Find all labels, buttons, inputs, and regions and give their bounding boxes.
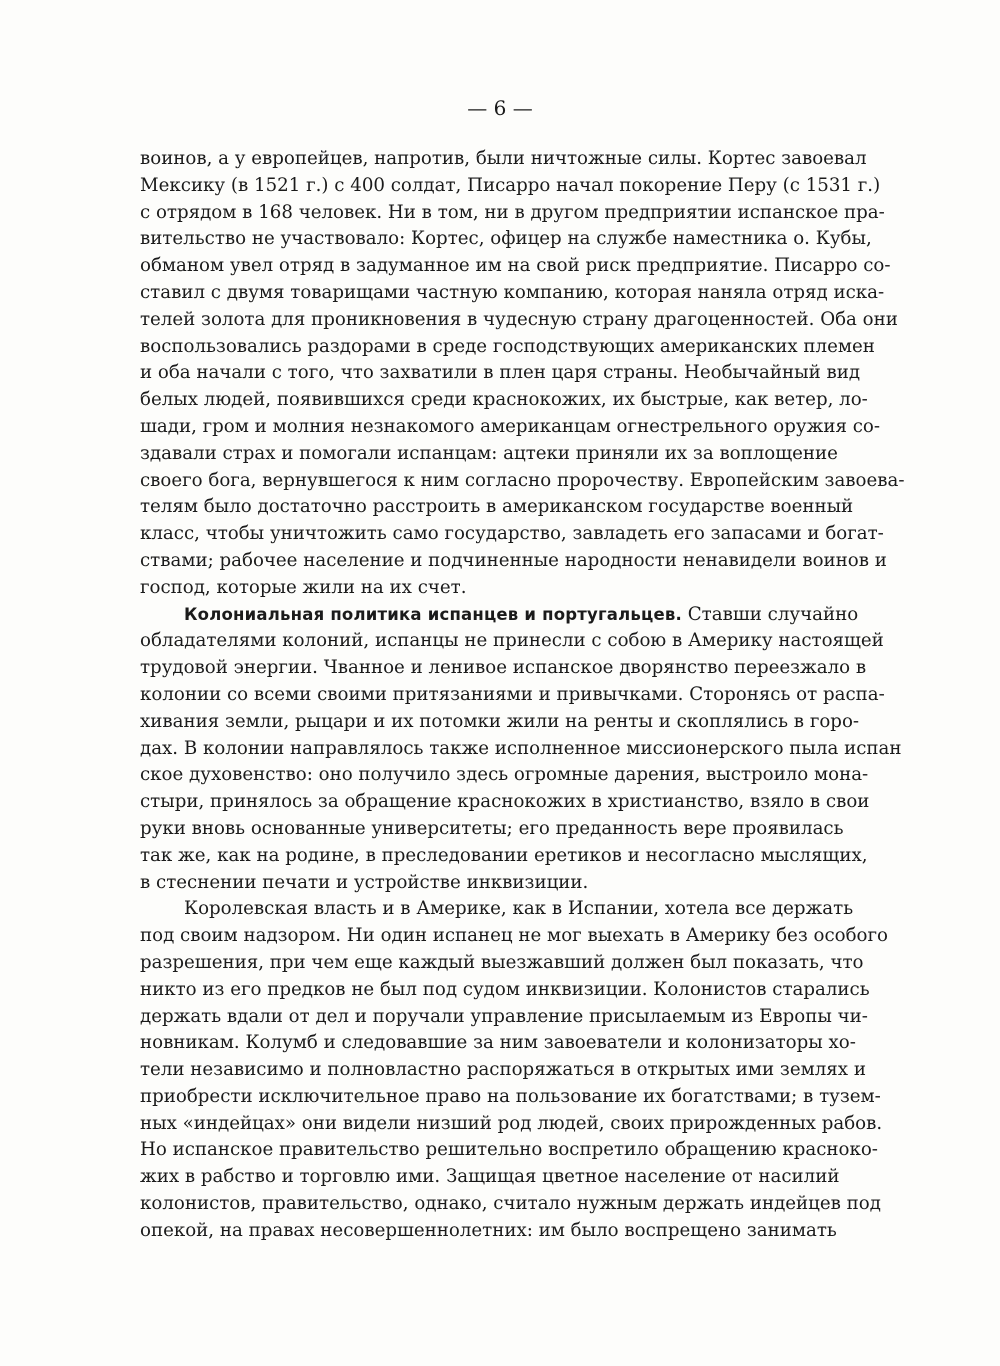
text-line: обманом увел отряд в задуманное им на свой риск предприятие. Писарро со- [140, 255, 891, 277]
text-line: ных «индейцах» они видели низший род людей, своих прирожденных рабов. [140, 1112, 883, 1134]
text-line: Но испанское правительство решительно воспретило обращению красноко- [140, 1139, 878, 1161]
text-line: новникам. Колумб и следовавшие за ним завоеватели и колонизаторы хо- [140, 1032, 856, 1054]
text-line: своего бога, вернувшегося к ним согласно пророчеству. Европейским завоева- [140, 469, 905, 491]
text-line: шади, гром и молния незнакомого американцам огнестрельного оружия со- [140, 415, 880, 437]
paragraph-3 [140, 896, 888, 1244]
paragraph-1 [140, 146, 905, 602]
text-line: с отрядом в 168 человек. Ни в том, ни в другом предприятии испанское пра- [140, 201, 885, 223]
text-line: руки вновь основанные университеты; его преданность вере проявилась [140, 817, 844, 839]
text-line: колонии со всеми своими притязаниями и привычками. Сторонясь от распа- [140, 683, 885, 705]
text-line: и оба начали с того, что захватили в плен царя страны. Необычайный вид [140, 362, 861, 384]
section-heading: Колониальная политика испанцев и португальцев. [184, 604, 682, 624]
text-line: так же, как на родине, в преследовании еретиков и несогласно мыслящих, [140, 844, 868, 866]
text-line: воинов, а у европейцев, напротив, были ничтожные силы. Кортес завоевал [140, 148, 867, 169]
text-line: держать вдали от дел и поручали управление присылаемым из Европы чи- [140, 1005, 868, 1027]
text-line: телям было достаточно расстроить в американском государстве военный [140, 496, 854, 518]
text-line: Королевская власть и в Америке, как в Испании, хотела все держать [184, 898, 854, 920]
text-line: класс, чтобы уничтожить само государство, завладеть его запасами и богат- [140, 523, 884, 545]
text-line: ствами; рабочее население и подчиненные народности ненавидели воинов и [140, 549, 887, 571]
text-line: опекой, на правах несовершеннолетних: им было воспрещено занимать [140, 1219, 837, 1241]
text-line: трудовой энергии. Чванное и ленивое испанское дворянство переезжало в [140, 657, 867, 679]
text-line: господ, которые жили на их счет. [140, 576, 467, 598]
text-line: хивания земли, рыцари и их потомки жили на ренты и скоплялись в горо- [140, 710, 860, 732]
text-line: жих в рабство и торговлю ими. Защищая цветное население от насилий [140, 1166, 840, 1188]
text-line: ское духовенство: оно получило здесь огромные дарения, выстроило мона- [140, 764, 869, 786]
page-number: — 6 — [467, 96, 533, 120]
paragraph-2 [140, 602, 902, 897]
text-line: ставил с двумя товарищами частную компанию, которая наняла отряд иска- [140, 281, 885, 303]
text-line: Мексику (в 1521 г.) с 400 солдат, Писарро начал покорение Перу (с 1531 г.) [140, 174, 881, 196]
text-line: приобрести исключительное право на пользование их богатствами; в тузем- [140, 1085, 881, 1107]
text-line: тели независимо и полновластно распоряжаться в открытых ими землях и [140, 1059, 866, 1081]
text-line: воспользовались раздорами в среде господствующих американских племен [140, 335, 875, 357]
text-line: телей золота для проникновения в чудесную страну драгоценностей. Оба они [140, 308, 898, 330]
text-line: под своим надзором. Ни один испанец не мог выехать в Америку без особого [140, 925, 888, 947]
text-line: вительство не участвовало: Кортес, офицер на службе наместника о. Кубы, [140, 228, 872, 250]
text-line: дах. В колонии направлялось также исполненное миссионерского пыла испан [140, 737, 902, 759]
text-line: белых людей, появившихся среди краснокожих, их быстрые, как ветер, ло- [140, 389, 868, 411]
body-text [140, 146, 905, 1245]
text-line: стыри, принялось за обращение краснокожих в христианство, взяло в свои [140, 791, 870, 813]
heading-line [140, 602, 859, 629]
text-line: колонистов, правительство, однако, считало нужным держать индейцев под [140, 1193, 881, 1215]
text-line: обладателями колоний, испанцы не принесли с собою в Америку настоящей [140, 630, 884, 652]
heading-continuation: Ставши случайно [681, 603, 859, 625]
text-line: разрешения, при чем еще каждый выезжавший должен был показать, что [140, 951, 864, 973]
text-line: никто из его предков не был под судом инквизиции. Колонистов старались [140, 978, 870, 1000]
text-line: здавали страх и помогали испанцам: ацтеки приняли их за воплощение [140, 442, 838, 464]
text-line: в стеснении печати и устройстве инквизиции. [140, 871, 589, 893]
